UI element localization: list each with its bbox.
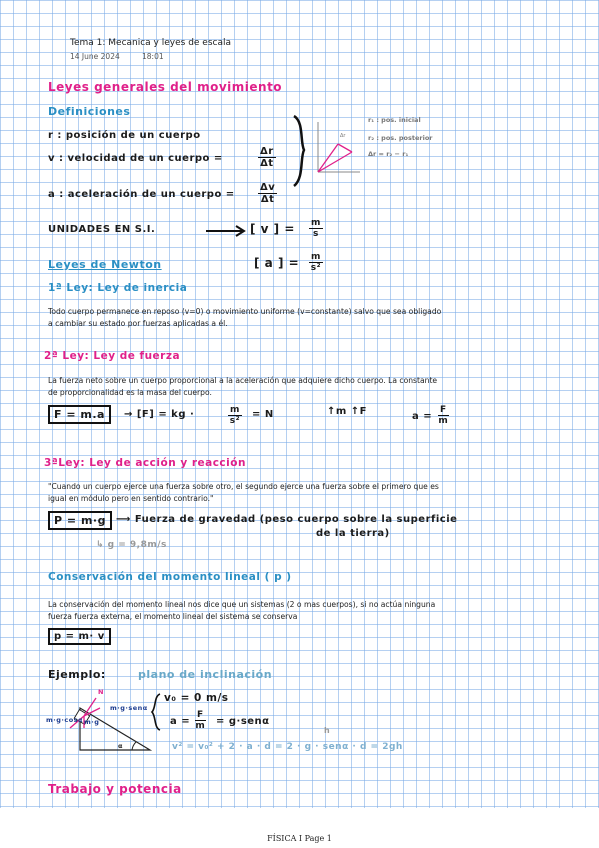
page-footer: FÍSICA I Page 1 bbox=[267, 834, 332, 843]
a-fraction bbox=[438, 405, 449, 426]
units-f-tail: = N bbox=[252, 409, 274, 420]
conservacion-text-line: fuerza fuerza externa, el momento lineal del sistema se conserva bbox=[48, 612, 298, 621]
dr-diagram-label: Δr bbox=[340, 133, 346, 139]
definiciones-heading: Definiciones bbox=[48, 105, 131, 118]
ej-v2: v² = v₀² + 2 · a · d = 2 · g · senα · d = 2gh bbox=[172, 742, 403, 752]
units-f: → [F] = kg · bbox=[124, 409, 195, 420]
unidades-si: UNIDADES EN S.I. bbox=[48, 224, 156, 235]
unid-v-num: m bbox=[311, 218, 321, 228]
def-a: a : aceleración de un cuerpo = bbox=[48, 189, 235, 200]
unidad-v-fraction bbox=[309, 218, 323, 239]
ej-a-den: m bbox=[195, 721, 206, 731]
gravedad-text: ⟶ Fuerza de gravedad (peso cuerpo sobre la superficie bbox=[116, 514, 458, 525]
gravedad-text-2: de la tierra) bbox=[316, 528, 390, 539]
legend-r2: r₂ : pos. posterior bbox=[368, 134, 433, 142]
unid-a-num: m bbox=[311, 252, 321, 262]
def-a-fraction bbox=[258, 182, 277, 205]
ley2-text-line: La fuerza neto sobre un cuerpo proporcional a la aceleración que adquiere dicho cuerpo. La constante bbox=[48, 376, 438, 385]
unidad-v: [ v ] = bbox=[250, 222, 295, 236]
ley2-text-line: de proporcionalidad es la masa del cuerpo. bbox=[48, 388, 212, 397]
p-mg-formula: P = m·g bbox=[48, 511, 112, 530]
ejemplo-heading: Ejemplo: bbox=[48, 668, 106, 681]
main-heading: Leyes generales del movimiento bbox=[48, 80, 283, 94]
a-frac-num: F bbox=[440, 405, 447, 415]
label-mg-cos: m·g·cosα bbox=[46, 716, 84, 724]
p-mv-formula: p = m· v bbox=[48, 628, 111, 645]
ley2-text bbox=[48, 375, 437, 399]
label-alpha: α bbox=[118, 742, 123, 750]
trabajo-heading: Trabajo y potencia bbox=[48, 782, 182, 796]
unidad-a-fraction bbox=[309, 252, 323, 273]
unidad-a: [ a ] = bbox=[254, 256, 300, 270]
ej-h-label: h bbox=[324, 726, 331, 735]
conservacion-text bbox=[48, 599, 435, 623]
ej-a-tail: = g·senα bbox=[216, 716, 270, 727]
ley1-heading: 1ª Ley: Ley de inercia bbox=[48, 282, 188, 294]
label-n: N bbox=[98, 688, 104, 696]
ley3-text-line: igual en módulo pero en sentido contrario." bbox=[48, 494, 214, 503]
units-f-den: s² bbox=[229, 416, 241, 426]
def-v-fraction bbox=[258, 146, 276, 169]
unid-a-den: s² bbox=[310, 263, 322, 273]
label-mg-sen: m·g·senα bbox=[110, 704, 148, 712]
f-ma-formula: F = m.a bbox=[48, 405, 111, 424]
ley1-text-line: Todo cuerpo permanece en reposo (v=0) o movimiento uniforme (v=constante) salvo que sea obligado bbox=[48, 307, 442, 316]
ley1-text bbox=[48, 306, 441, 330]
long-arrow-icon bbox=[204, 225, 248, 237]
page-time: 18:01 bbox=[142, 52, 164, 61]
ej-a: a = bbox=[170, 716, 191, 727]
ejemplo-subheading: plano de inclinación bbox=[138, 668, 273, 681]
g-value: ↳ g = 9,8m/s bbox=[96, 540, 167, 550]
ley3-text bbox=[48, 481, 439, 505]
ley3-heading: 3ªLey: Ley de acción y reacción bbox=[44, 457, 246, 469]
v-frac-den: Δt bbox=[260, 158, 274, 169]
v-frac-num: Δr bbox=[260, 146, 274, 157]
page-title: Tema 1: Mecanica y leyes de escala bbox=[70, 38, 232, 48]
def-v: v : velocidad de un cuerpo = bbox=[48, 153, 223, 164]
newton-heading: Leyes de Newton bbox=[48, 258, 162, 271]
legend-dr: Δr = r₂ − r₁ bbox=[368, 150, 409, 158]
label-mg: m·g bbox=[84, 718, 100, 726]
ley3-text-line: "Cuando un cuerpo ejerce una fuerza sobre otro, el segundo ejerce una fuerza sobre el primero que es bbox=[48, 482, 439, 491]
conservacion-heading: Conservación del momento lineal ( p ) bbox=[48, 571, 292, 583]
unid-v-den: s bbox=[313, 229, 319, 239]
m-f-proportional: ↑m ↑F bbox=[327, 406, 367, 417]
ej-v0: v₀ = 0 m/s bbox=[164, 692, 229, 704]
a-equals: a = bbox=[412, 411, 433, 422]
conservacion-text-line: La conservación del momento lineal nos dice que un sistemas (2 o mas cuerpos), si no actúa ninguna bbox=[48, 600, 436, 609]
ej-a-num: F bbox=[197, 710, 204, 720]
legend-r1: r₁ : pos. inicial bbox=[368, 116, 421, 124]
a-frac-den: m bbox=[438, 416, 449, 426]
units-f-fraction bbox=[228, 405, 242, 426]
example-brace bbox=[150, 692, 162, 732]
units-f-num: m bbox=[230, 405, 240, 415]
ej-a-fraction bbox=[195, 710, 206, 731]
ley1-text-line: a cambiar su estado por fuerzas aplicadas a él. bbox=[48, 319, 228, 328]
page-date: 14 June 2024 bbox=[70, 52, 120, 61]
def-r: r : posición de un cuerpo bbox=[48, 130, 201, 141]
a-frac-den: Δt bbox=[260, 194, 275, 205]
a-frac-num: Δv bbox=[260, 182, 276, 193]
ley2-heading: 2ª Ley: Ley de fuerza bbox=[44, 350, 181, 362]
